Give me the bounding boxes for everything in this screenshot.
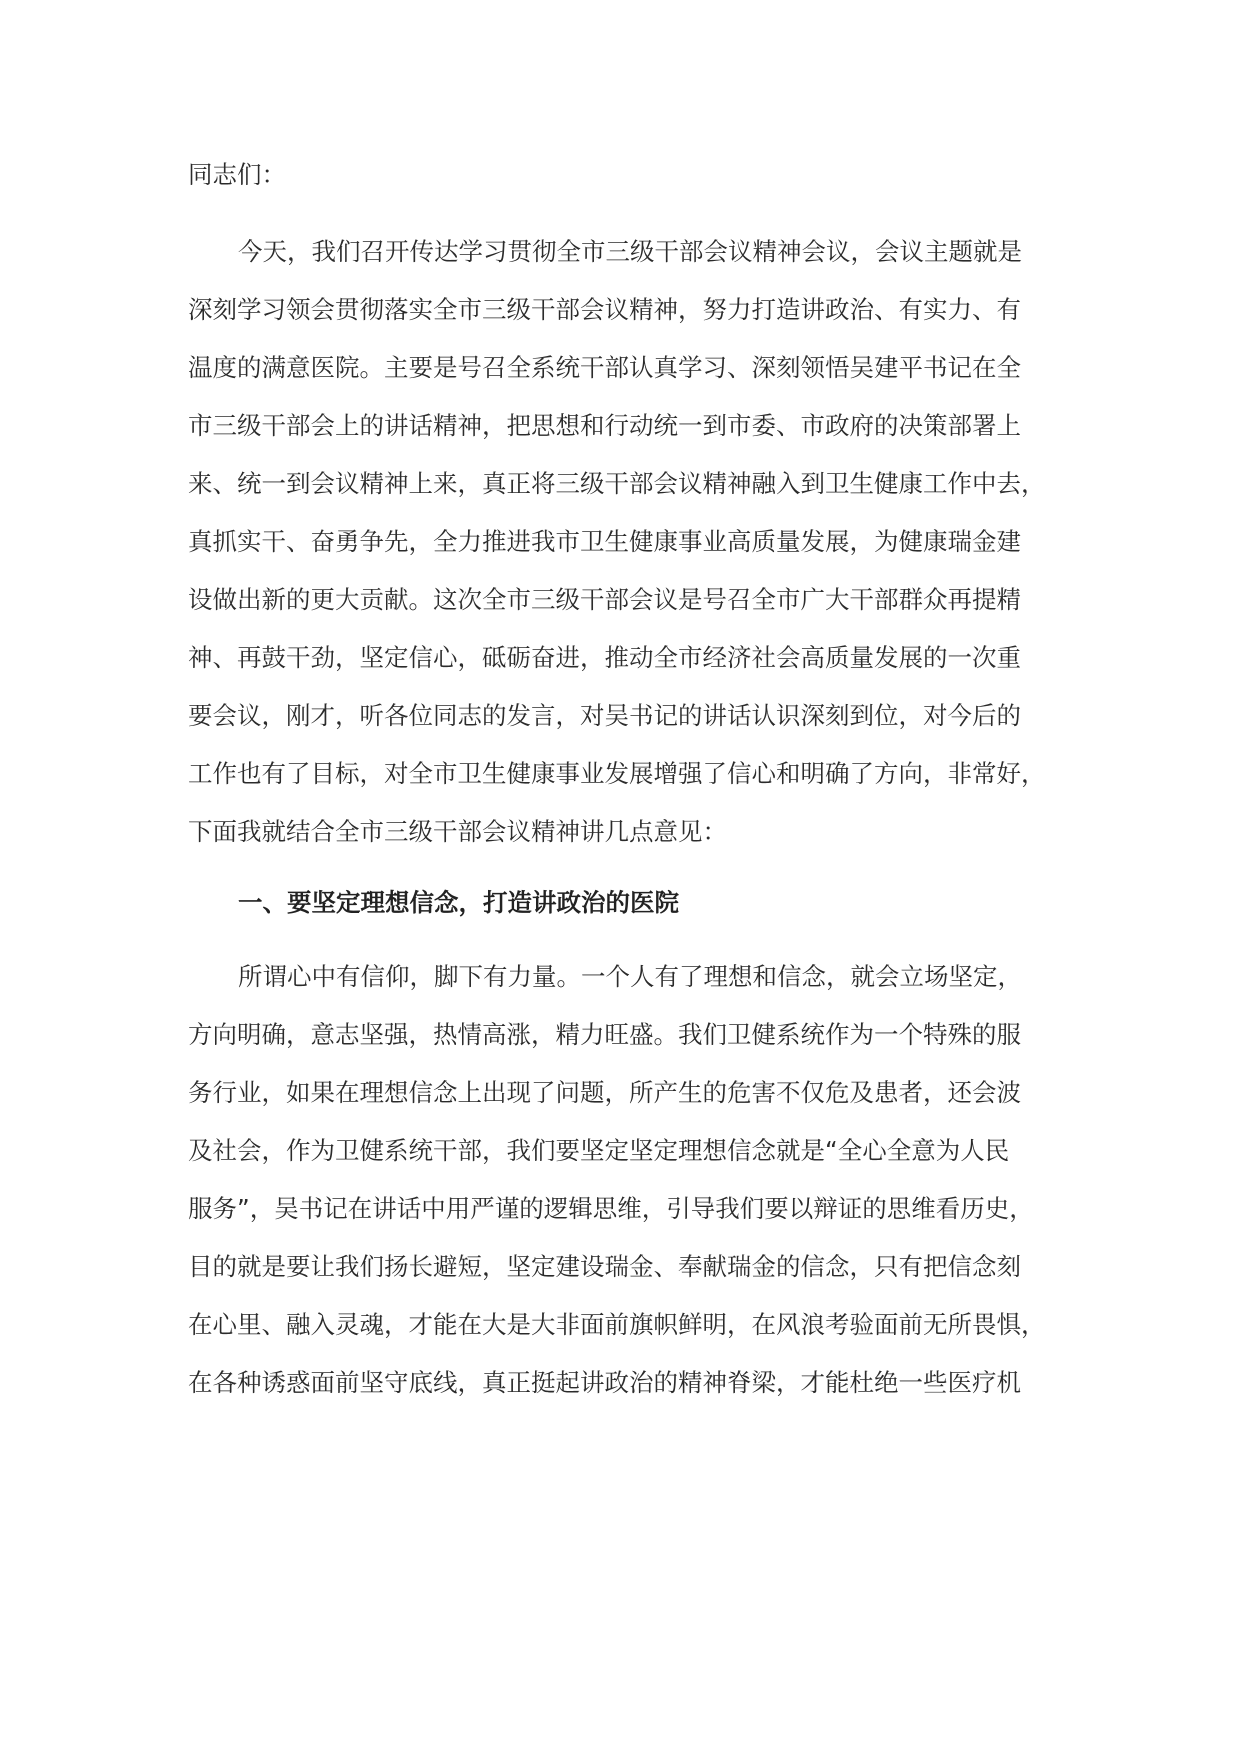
paragraph-line: 务行业，如果在理想信念上出现了问题，所产生的危害不仅危及患者，还会波 bbox=[188, 1078, 1021, 1107]
section-heading: 一、要坚定理想信念，打造讲政治的医院 bbox=[238, 888, 679, 917]
paragraph-line: 要会议，刚才，听各位同志的发言，对吴书记的讲话认识深刻到位，对今后的 bbox=[188, 701, 1021, 730]
paragraph-line: 今天，我们召开传达学习贯彻全市三级干部会议精神会议，会议主题就是 bbox=[238, 237, 1022, 266]
paragraph-line: 设做出新的更大贡献。这次全市三级干部会议是号召全市广大干部群众再提精 bbox=[188, 585, 1021, 614]
paragraph-line: 工作也有了目标，对全市卫生健康事业发展增强了信心和明确了方向，非常好， bbox=[188, 759, 1046, 788]
paragraph-line: 市三级干部会上的讲话精神，把思想和行动统一到市委、市政府的决策部署上 bbox=[188, 411, 1021, 440]
paragraph-line: 来、统一到会议精神上来，真正将三级干部会议精神融入到卫生健康工作中去， bbox=[188, 469, 1046, 498]
paragraph-line: 在心里、融入灵魂，才能在大是大非面前旗帜鲜明，在风浪考验面前无所畏惧， bbox=[188, 1310, 1046, 1339]
paragraph-line: 在各种诱惑面前坚守底线，真正挺起讲政治的精神脊梁，才能杜绝一些医疗机 bbox=[188, 1368, 1021, 1397]
paragraph-line: 神、再鼓干劲，坚定信心，砥砺奋进，推动全市经济社会高质量发展的一次重 bbox=[188, 643, 1021, 672]
paragraph-line: 服务”，吴书记在讲话中用严谨的逻辑思维，引导我们要以辩证的思维看历史， bbox=[188, 1194, 1034, 1223]
paragraph-line: 真抓实干、奋勇争先，全力推进我市卫生健康事业高质量发展，为健康瑞金建 bbox=[188, 527, 1021, 556]
paragraph-line: 目的就是要让我们扬长避短，坚定建设瑞金、奉献瑞金的信念，只有把信念刻 bbox=[188, 1252, 1021, 1281]
paragraph-line: 温度的满意医院。主要是号召全系统干部认真学习、深刻领悟吴建平书记在全 bbox=[188, 353, 1021, 382]
paragraph-line: 及社会，作为卫健系统干部，我们要坚定坚定理想信念就是“全心全意为人民 bbox=[188, 1136, 1010, 1165]
salutation: 同志们： bbox=[188, 160, 286, 189]
paragraph-line: 方向明确，意志坚强，热情高涨，精力旺盛。我们卫健系统作为一个特殊的服 bbox=[188, 1020, 1021, 1049]
paragraph-line: 下面我就结合全市三级干部会议精神讲几点意见： bbox=[188, 817, 727, 846]
paragraph-line: 所谓心中有信仰，脚下有力量。一个人有了理想和信念，就会立场坚定， bbox=[238, 962, 1022, 991]
paragraph-line: 深刻学习领会贯彻落实全市三级干部会议精神，努力打造讲政治、有实力、有 bbox=[188, 295, 1021, 324]
